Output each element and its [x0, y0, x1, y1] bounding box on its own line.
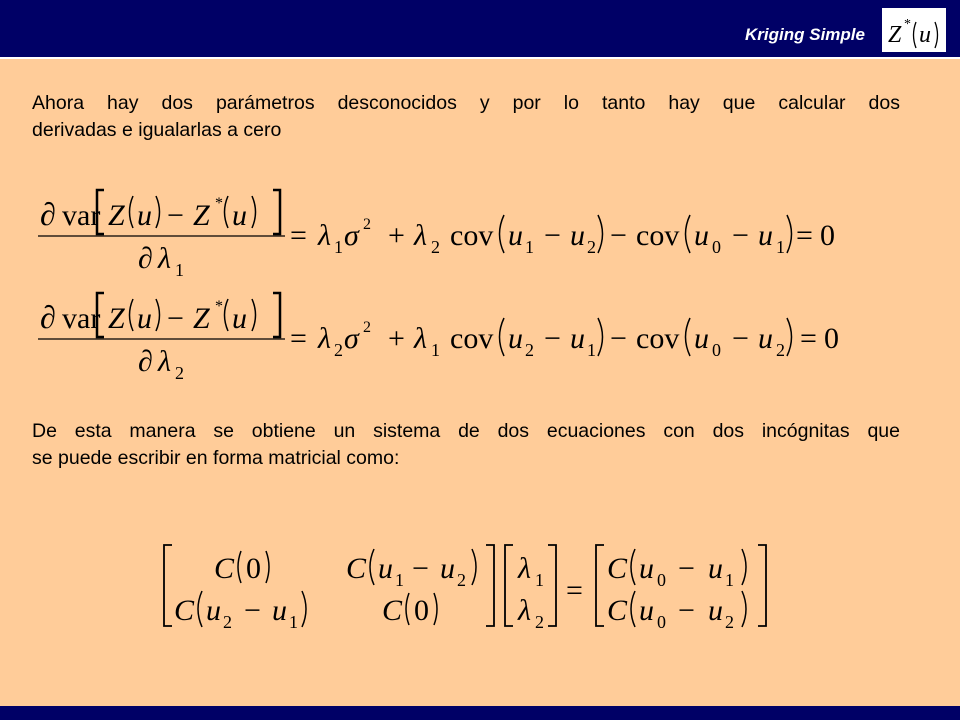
eq2-var: var [62, 302, 101, 335]
eq2-paren [156, 299, 160, 331]
r1-C: C [607, 552, 628, 585]
v2-lambda: λ [518, 594, 531, 627]
eq2-equals2: = [800, 322, 817, 355]
eq1-zero: 0 [820, 219, 835, 252]
eq1-lambda1: λ [318, 219, 331, 252]
eq2-u-b-sub: 1 [587, 340, 596, 360]
m11-paren [238, 551, 241, 583]
bottom-banner [0, 706, 960, 720]
eq2-paren [787, 318, 792, 356]
m21-u-b: u [272, 594, 287, 627]
eq1-u-c: u [694, 219, 709, 252]
m11-zero: 0 [246, 552, 261, 585]
eq1-minus: − [167, 199, 184, 232]
eq2-u-d: u [758, 322, 773, 355]
eq1-paren [787, 215, 792, 253]
title-u: u [919, 22, 931, 48]
m21-paren [302, 591, 306, 627]
eq2-rbracket [273, 293, 280, 337]
slide-title: Kriging Simple [745, 25, 865, 44]
m22-C: C [382, 594, 403, 627]
eq2-equals: = [290, 322, 307, 355]
paragraph-2-line-2: se puede escribir en forma matricial como: [32, 447, 400, 469]
eq2-u-b: u [570, 322, 585, 355]
vector-rbracket [548, 545, 556, 626]
m21-u-b-sub: 1 [289, 612, 298, 632]
m22-paren [406, 593, 409, 625]
eq2-star: * [215, 298, 223, 315]
eq1-u-a-sub: 1 [525, 237, 534, 257]
r2-u-b-sub: 2 [725, 612, 734, 632]
eq2-paren [598, 318, 603, 356]
r2-paren [742, 591, 746, 627]
eq2-Zstar: Z [193, 302, 210, 335]
v2-lambda-sub: 2 [535, 612, 544, 632]
matrix-lbracket [164, 545, 172, 626]
eq2-cov2: cov [636, 322, 680, 355]
m22-paren [434, 593, 437, 625]
eq1-sigma: σ [344, 219, 359, 252]
m22-zero: 0 [414, 594, 429, 627]
r1-u-b: u [708, 552, 723, 585]
eq2-u2: u [232, 302, 247, 335]
m12-paren [472, 549, 476, 585]
m12-u-b: u [440, 552, 455, 585]
eq2-minus4: − [732, 322, 749, 355]
eq1-cov2: cov [636, 219, 680, 252]
matrix-equals: = [566, 574, 583, 607]
eq2-u-a-sub: 2 [525, 340, 534, 360]
eq1-equals2: = [796, 219, 813, 252]
title-Z: Z [888, 22, 902, 48]
eq2-Z: Z [108, 302, 125, 335]
eq1-lambda2: λ [414, 219, 427, 252]
eq1-lambda2-sub: 2 [431, 237, 440, 257]
eq1-den-partial: ∂ [138, 242, 153, 275]
eq1-paren [686, 215, 691, 253]
eq1-Zstar: Z [193, 199, 210, 232]
eq2-u-d-sub: 2 [776, 340, 785, 360]
eq2-minus2: − [544, 322, 561, 355]
paragraph-1-line-1: Ahora hay dos parámetros desconocidos y por lo tanto hay que calcular dos [32, 92, 900, 114]
m12-u-a: u [378, 552, 393, 585]
r1-paren [631, 549, 635, 585]
rhs-lbracket [596, 545, 604, 626]
m11-paren [266, 551, 269, 583]
r2-u-a: u [639, 594, 654, 627]
m12-paren [370, 549, 374, 585]
paragraph-1-line-2: derivadas e igualarlas a cero [32, 119, 282, 141]
r1-paren [742, 549, 746, 585]
eq1-minus4: − [732, 219, 749, 252]
title-star: * [904, 17, 911, 32]
m12-u-a-sub: 1 [395, 570, 404, 590]
eq1-paren [500, 215, 505, 253]
r2-u-b: u [708, 594, 723, 627]
eq2-paren [500, 318, 505, 356]
m21-C: C [174, 594, 195, 627]
paragraph-2-line-1: De esta manera se obtiene un sistema de dos ecuaciones con dos incógnitas que [32, 420, 900, 442]
equation-2 [38, 293, 839, 383]
eq1-u-d-sub: 1 [776, 237, 785, 257]
eq2-paren [252, 299, 256, 331]
m21-paren [198, 591, 202, 627]
eq1-sigma-sup: 2 [363, 216, 371, 233]
eq2-plus: + [388, 322, 405, 355]
eq2-sigma: σ [344, 322, 359, 355]
eq2-den-sub: 2 [175, 363, 184, 383]
eq1-minus2: − [544, 219, 561, 252]
r2-paren [631, 591, 635, 627]
v1-lambda-sub: 1 [535, 570, 544, 590]
r1-u-a-sub: 0 [657, 570, 666, 590]
equation-1 [38, 190, 835, 280]
eq1-lbracket [97, 190, 104, 234]
m21-minus: − [244, 594, 261, 627]
eq1-u-d: u [758, 219, 773, 252]
eq2-u-c-sub: 0 [712, 340, 721, 360]
eq2-sigma-sup: 2 [363, 319, 371, 336]
eq2-lambda1: λ [414, 322, 427, 355]
eq1-u2: u [232, 199, 247, 232]
m11-C: C [214, 552, 235, 585]
v1-lambda: λ [518, 552, 531, 585]
r1-u-b-sub: 1 [725, 570, 734, 590]
eq2-u-a: u [508, 322, 523, 355]
eq1-u-c-sub: 0 [712, 237, 721, 257]
eq1-den-sub: 1 [175, 260, 184, 280]
eq2-u: u [137, 302, 152, 335]
eq1-minus3: − [610, 219, 627, 252]
m21-u-a: u [206, 594, 221, 627]
eq2-lambda1-sub: 1 [431, 340, 440, 360]
eq1-equals: = [290, 219, 307, 252]
eq1-plus: + [388, 219, 405, 252]
eq1-u: u [137, 199, 152, 232]
eq1-den-lambda: λ [158, 242, 171, 275]
eq2-paren [686, 318, 691, 356]
r1-u-a: u [639, 552, 654, 585]
matrix-rbracket [486, 545, 494, 626]
eq1-paren [156, 196, 160, 228]
eq1-u-b-sub: 2 [587, 237, 596, 257]
eq2-lambda2-sub: 2 [334, 340, 343, 360]
eq2-minus3: − [610, 322, 627, 355]
m12-u-b-sub: 2 [457, 570, 466, 590]
r2-minus: − [678, 594, 695, 627]
eq2-partial: ∂ [40, 299, 56, 335]
eq1-u-b: u [570, 219, 585, 252]
eq1-paren [225, 196, 229, 228]
eq2-minus: − [167, 302, 184, 335]
vector-lbracket [505, 545, 513, 626]
eq2-lbracket [97, 293, 104, 337]
m12-minus: − [412, 552, 429, 585]
eq1-lambda1-sub: 1 [334, 237, 343, 257]
eq1-paren [130, 196, 134, 228]
eq2-paren [130, 299, 134, 331]
r2-u-a-sub: 0 [657, 612, 666, 632]
eq2-paren [225, 299, 229, 331]
eq1-var: var [62, 199, 101, 232]
r2-C: C [607, 594, 628, 627]
eq1-cov1: cov [450, 219, 494, 252]
eq1-paren [598, 215, 603, 253]
eq1-partial: ∂ [40, 196, 56, 232]
matrix-equation [164, 545, 766, 632]
rhs-rbracket [758, 545, 766, 626]
eq1-u-a: u [508, 219, 523, 252]
m21-u-a-sub: 2 [223, 612, 232, 632]
eq2-cov1: cov [450, 322, 494, 355]
eq2-u-c: u [694, 322, 709, 355]
eq1-Z: Z [108, 199, 125, 232]
eq2-lambda2: λ [318, 322, 331, 355]
eq2-den-lambda: λ [158, 345, 171, 378]
eq1-rbracket [273, 190, 280, 234]
eq1-star: * [215, 195, 223, 212]
eq2-zero: 0 [824, 322, 839, 355]
m12-C: C [346, 552, 367, 585]
r1-minus: − [678, 552, 695, 585]
eq1-paren [252, 196, 256, 228]
eq2-den-partial: ∂ [138, 345, 153, 378]
